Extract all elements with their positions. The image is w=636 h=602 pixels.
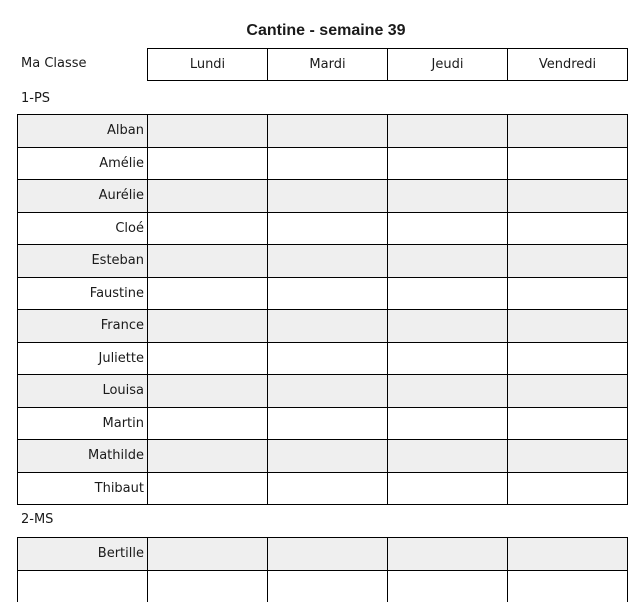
vendredi-cell[interactable] — [508, 440, 628, 473]
jeudi-cell[interactable] — [388, 212, 508, 245]
vendredi-cell[interactable] — [508, 180, 628, 213]
lundi-cell[interactable] — [148, 407, 268, 440]
student-row — [18, 407, 628, 440]
day-header-vendredi: Vendredi — [508, 49, 628, 81]
student-row — [18, 212, 628, 245]
student-name: Thibaut — [18, 472, 148, 505]
student-row — [18, 245, 628, 278]
mardi-cell[interactable] — [268, 115, 388, 148]
jeudi-cell[interactable] — [388, 440, 508, 473]
student-name: Esteban — [18, 245, 148, 278]
lundi-cell[interactable] — [148, 115, 268, 148]
vendredi-cell[interactable] — [508, 472, 628, 505]
student-row — [18, 570, 628, 602]
group-label-1-ps: 1-PS — [21, 91, 51, 106]
student-name: Mathilde — [18, 440, 148, 473]
vendredi-cell[interactable] — [508, 570, 628, 602]
lundi-cell[interactable] — [148, 212, 268, 245]
jeudi-cell[interactable] — [388, 115, 508, 148]
student-row — [18, 472, 628, 505]
vendredi-cell[interactable] — [508, 245, 628, 278]
student-name: Martin — [18, 407, 148, 440]
jeudi-cell[interactable] — [388, 310, 508, 343]
mardi-cell[interactable] — [268, 375, 388, 408]
vendredi-cell[interactable] — [508, 212, 628, 245]
mardi-cell[interactable] — [268, 538, 388, 571]
days-header — [147, 48, 628, 81]
student-row — [18, 440, 628, 473]
student-name: Juliette — [18, 342, 148, 375]
mardi-cell[interactable] — [268, 180, 388, 213]
mardi-cell[interactable] — [268, 147, 388, 180]
day-header-mardi: Mardi — [268, 49, 388, 81]
student-row — [18, 180, 628, 213]
lundi-cell[interactable] — [148, 570, 268, 602]
jeudi-cell[interactable] — [388, 570, 508, 602]
student-name: Cloé — [18, 212, 148, 245]
lundi-cell[interactable] — [148, 277, 268, 310]
vendredi-cell[interactable] — [508, 375, 628, 408]
mardi-cell[interactable] — [268, 440, 388, 473]
page-title: Cantine - semaine 39 — [246, 22, 406, 39]
student-row — [18, 115, 628, 148]
lundi-cell[interactable] — [148, 538, 268, 571]
student-row — [18, 310, 628, 343]
group-table-1-ps — [17, 114, 628, 505]
lundi-cell[interactable] — [148, 375, 268, 408]
jeudi-cell[interactable] — [388, 147, 508, 180]
lundi-cell[interactable] — [148, 180, 268, 213]
jeudi-cell[interactable] — [388, 180, 508, 213]
vendredi-cell[interactable] — [508, 538, 628, 571]
student-row — [18, 277, 628, 310]
vendredi-cell[interactable] — [508, 407, 628, 440]
day-header-lundi: Lundi — [148, 49, 268, 81]
jeudi-cell[interactable] — [388, 277, 508, 310]
group-label-2-ms: 2-MS — [21, 512, 54, 527]
student-name — [18, 570, 148, 602]
student-name: Alban — [18, 115, 148, 148]
student-name: France — [18, 310, 148, 343]
lundi-cell[interactable] — [148, 310, 268, 343]
student-name: Louisa — [18, 375, 148, 408]
vendredi-cell[interactable] — [508, 147, 628, 180]
lundi-cell[interactable] — [148, 245, 268, 278]
mardi-cell[interactable] — [268, 472, 388, 505]
jeudi-cell[interactable] — [388, 538, 508, 571]
vendredi-cell[interactable] — [508, 342, 628, 375]
jeudi-cell[interactable] — [388, 245, 508, 278]
mardi-cell[interactable] — [268, 212, 388, 245]
student-name: Amélie — [18, 147, 148, 180]
vendredi-cell[interactable] — [508, 277, 628, 310]
class-label: Ma Classe — [21, 56, 87, 71]
mardi-cell[interactable] — [268, 570, 388, 602]
mardi-cell[interactable] — [268, 342, 388, 375]
lundi-cell[interactable] — [148, 472, 268, 505]
student-row — [18, 538, 628, 571]
vendredi-cell[interactable] — [508, 310, 628, 343]
student-row — [18, 147, 628, 180]
mardi-cell[interactable] — [268, 277, 388, 310]
jeudi-cell[interactable] — [388, 407, 508, 440]
lundi-cell[interactable] — [148, 147, 268, 180]
day-header-jeudi: Jeudi — [388, 49, 508, 81]
vendredi-cell[interactable] — [508, 115, 628, 148]
jeudi-cell[interactable] — [388, 342, 508, 375]
lundi-cell[interactable] — [148, 440, 268, 473]
jeudi-cell[interactable] — [388, 375, 508, 408]
group-table-2-ms — [17, 537, 628, 602]
student-name: Bertille — [18, 538, 148, 571]
jeudi-cell[interactable] — [388, 472, 508, 505]
lundi-cell[interactable] — [148, 342, 268, 375]
student-row — [18, 375, 628, 408]
student-row — [18, 342, 628, 375]
student-name: Faustine — [18, 277, 148, 310]
mardi-cell[interactable] — [268, 310, 388, 343]
mardi-cell[interactable] — [268, 407, 388, 440]
student-name: Aurélie — [18, 180, 148, 213]
mardi-cell[interactable] — [268, 245, 388, 278]
